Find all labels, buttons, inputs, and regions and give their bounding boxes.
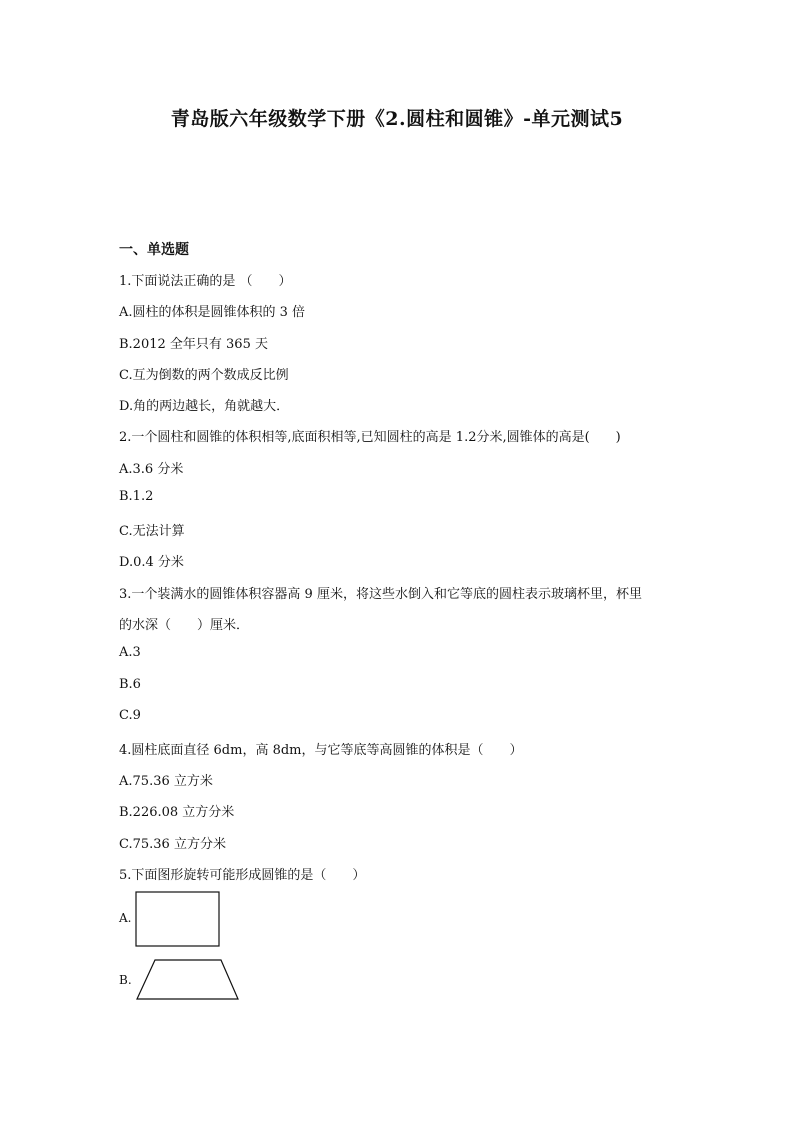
question-2-option-c: C.无法计算 xyxy=(119,524,185,539)
trapezoid-figure xyxy=(135,958,241,1002)
question-1-option-d: D.角的两边越长，角就越大． xyxy=(119,399,290,414)
question-2-option-d: D.0.4 分米 xyxy=(119,555,184,570)
question-5-option-b-label: B. xyxy=(119,973,132,987)
question-2-option-b: B.1.2 xyxy=(119,489,154,504)
question-4-option-a: A.75.36 立方米 xyxy=(119,774,213,789)
question-4-option-b: B.226.08 立方分米 xyxy=(119,805,235,820)
rectangle-figure xyxy=(135,891,221,948)
question-5-stem: 5.下面图形旋转可能形成圆锥的是（ ） xyxy=(119,868,366,883)
question-1-option-b: B.2012 全年只有 365 天 xyxy=(119,337,268,352)
question-2-option-a: A.3.6 分米 xyxy=(119,462,184,477)
question-4-stem: 4.圆柱底面直径 6dm，高 8dm，与它等底等高圆锥的体积是（ ） xyxy=(119,743,523,758)
question-5-option-a-label: A. xyxy=(119,911,132,925)
question-3-option-c: C.9 xyxy=(119,708,141,723)
question-3-stem-line-1: 3.一个装满水的圆锥体积容器高 9 厘米，将这些水倒入和它等底的圆柱表示玻璃杯里，杯里 xyxy=(119,587,642,602)
question-3-option-b: B.6 xyxy=(119,677,141,692)
document-title: 青岛版六年级数学下册《2.圆柱和圆锥》-单元测试5 xyxy=(170,108,624,130)
question-4-option-c: C.75.36 立方分米 xyxy=(119,837,226,852)
question-3-stem-line-2: 的水深（ ）厘米． xyxy=(119,618,250,633)
question-1-option-c: C.互为倒数的两个数成反比例 xyxy=(119,368,289,383)
question-3-option-a: A.3 xyxy=(119,645,141,660)
section-heading: 一、单选题 xyxy=(119,242,189,258)
question-2-stem: 2.一个圆柱和圆锥的体积相等,底面积相等,已知圆柱的高是 1.2分米,圆锥体的高是( ) xyxy=(119,430,621,445)
question-1-option-a: A.圆柱的体积是圆锥体积的 3 倍 xyxy=(119,305,306,320)
question-1-stem: 1.下面说法正确的是 （ ） xyxy=(119,274,292,289)
